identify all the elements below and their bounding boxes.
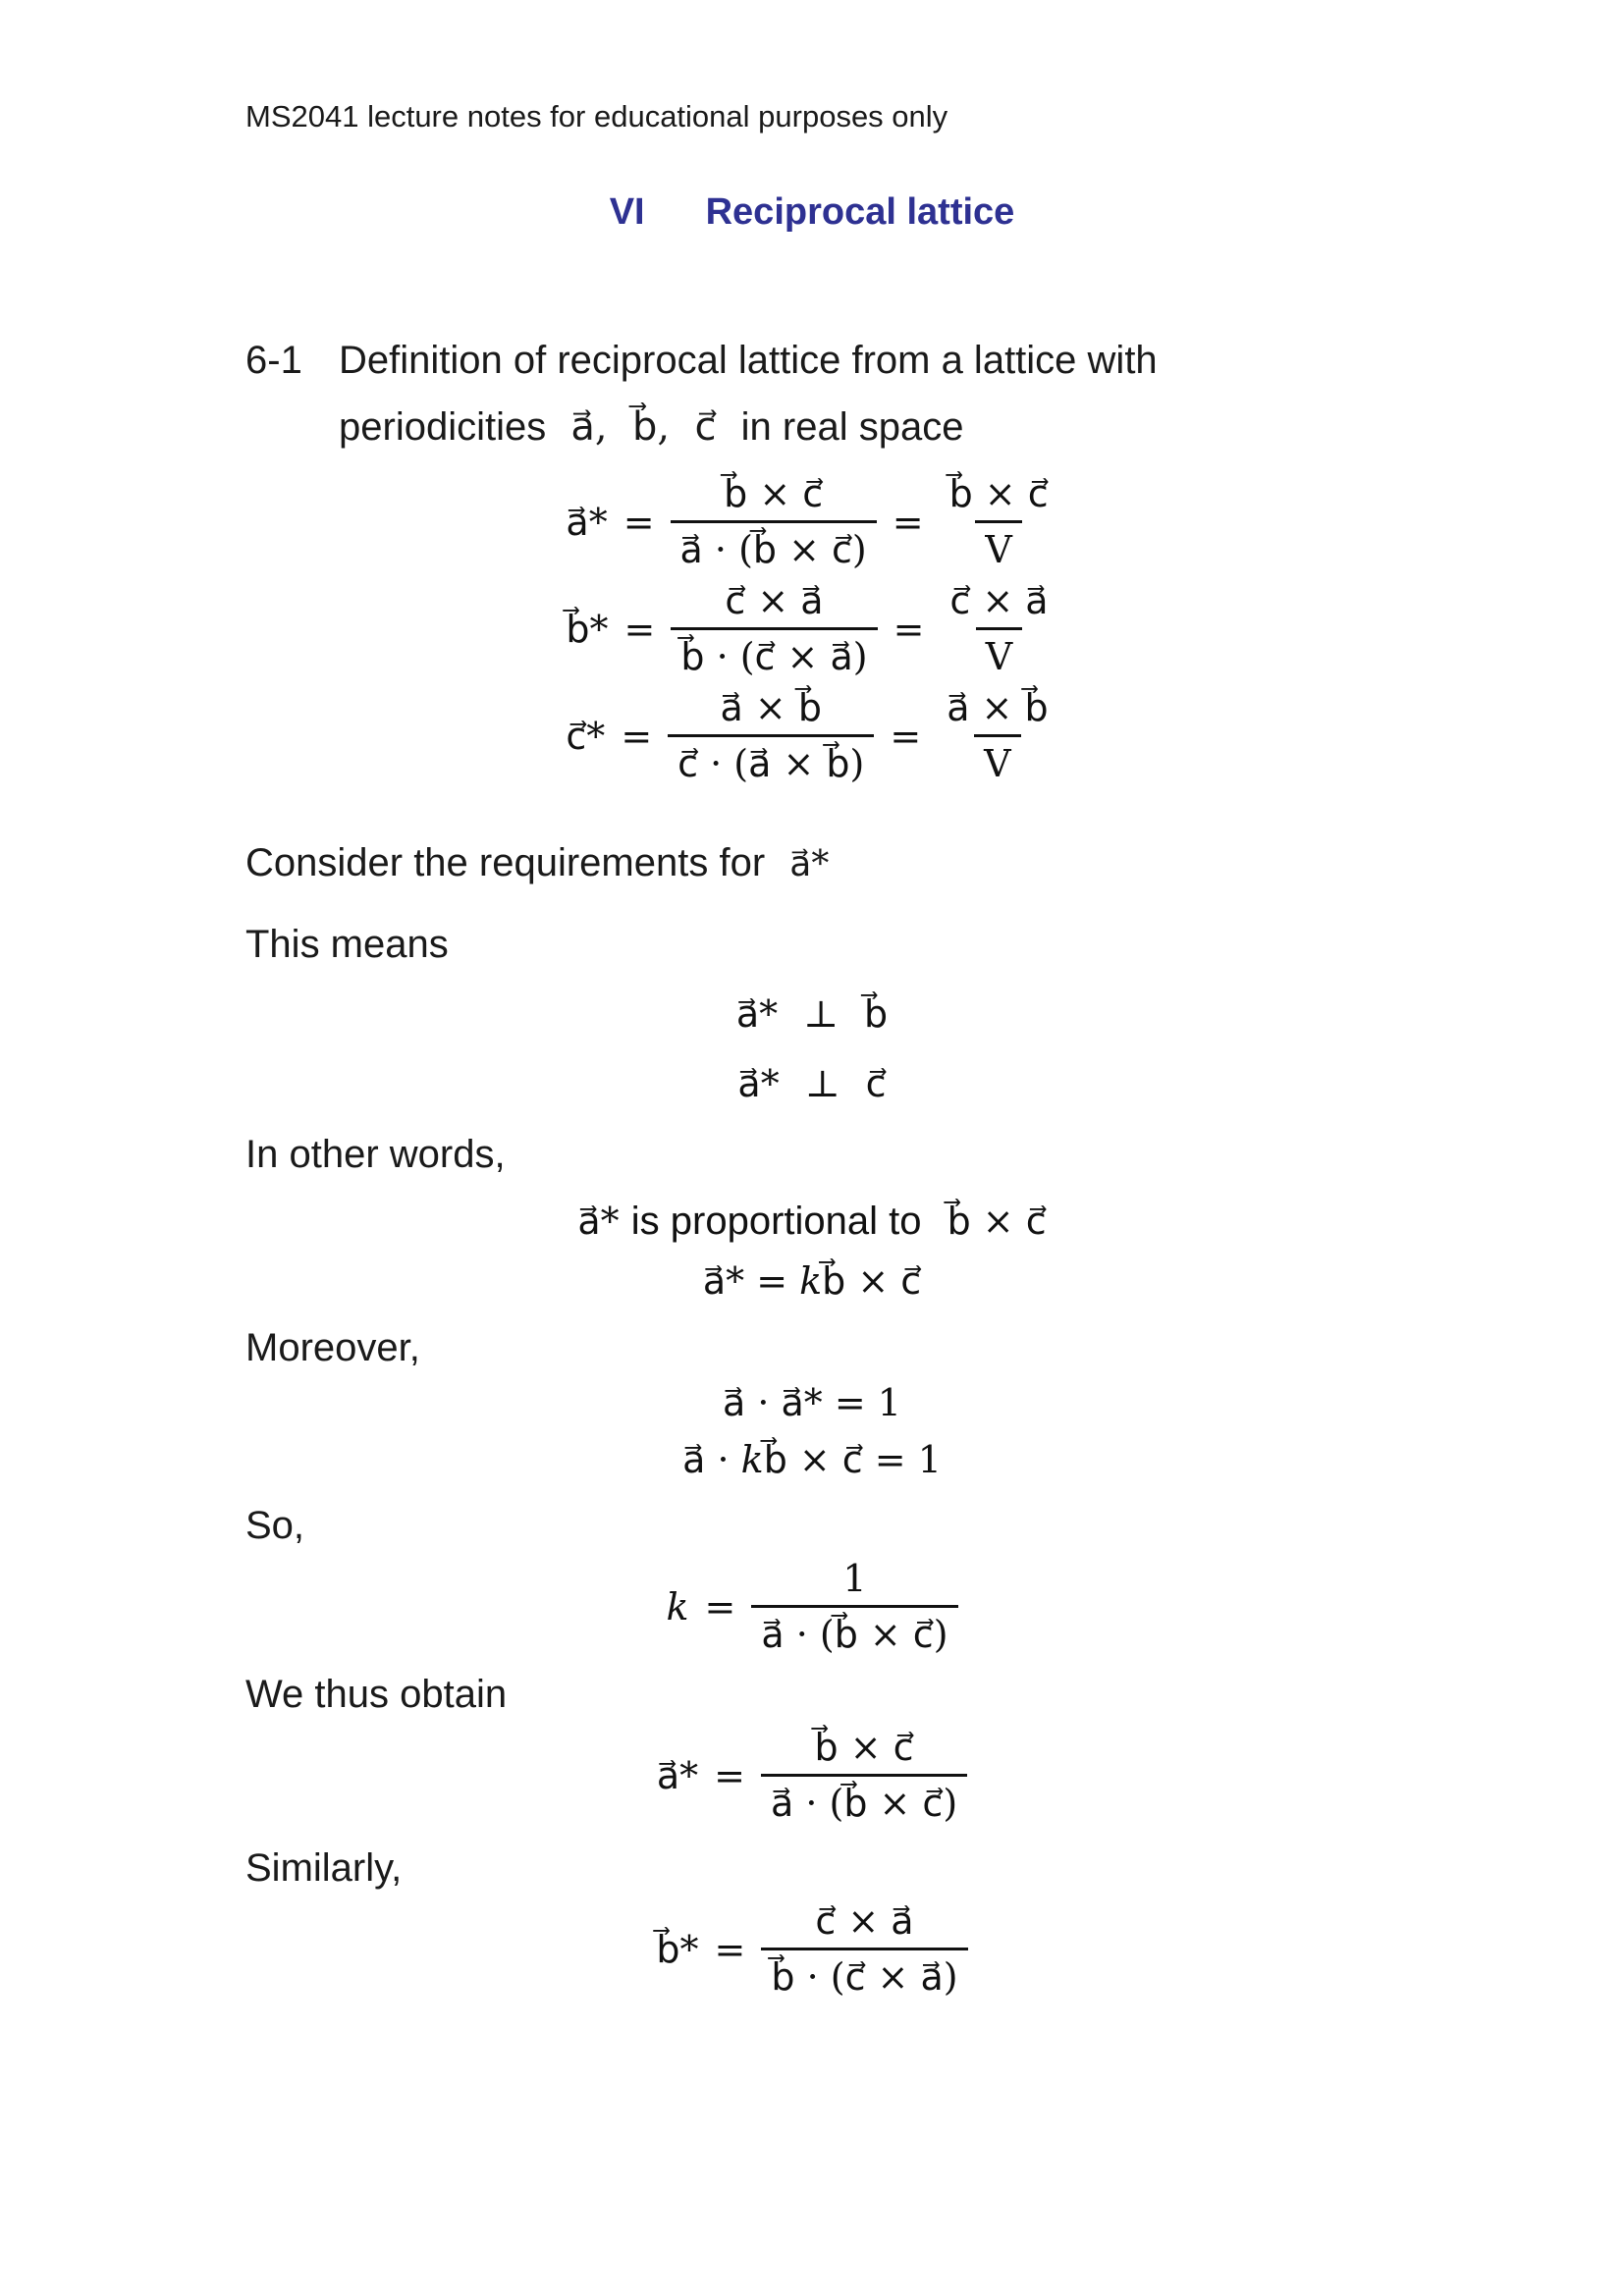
fraction	[668, 686, 874, 785]
this-means-line: This means	[245, 923, 449, 967]
fraction-numerator: c⃗ × a⃗	[815, 1899, 914, 1944]
k-symbol: k	[666, 1584, 689, 1629]
in-other-words-line: In other words,	[245, 1133, 506, 1177]
equals-sign: =	[892, 500, 924, 544]
perp-rhs: c⃗	[865, 1061, 887, 1105]
section-heading-line1: Definition of reciprocal lattice from a lattice with	[339, 339, 1158, 383]
fraction-numerator: c⃗ × a⃗	[725, 579, 824, 623]
heading-line2-vectors: a⃗, b⃗, c⃗	[570, 404, 717, 451]
consider-line	[245, 839, 1624, 886]
fraction-denominator: c⃗ · (a⃗ × b⃗)	[668, 734, 874, 785]
equals-sign: =	[890, 714, 922, 758]
consider-math: a⃗*	[789, 844, 830, 885]
fraction	[751, 1557, 957, 1656]
so-line: So,	[245, 1504, 305, 1548]
equals-sign: =	[714, 1927, 746, 1971]
proportional-lhs: a⃗*	[577, 1200, 620, 1244]
k-relation-post: b⃗ × c⃗	[822, 1259, 922, 1304]
eq-lhs: b⃗*	[566, 607, 609, 651]
fraction-denominator: b⃗ · (c⃗ × a⃗)	[671, 627, 877, 678]
fraction-numerator: b⃗ × c⃗	[948, 472, 1049, 516]
equation-b-star-result	[0, 1899, 1624, 1999]
perp-rhs: b⃗	[864, 992, 889, 1037]
eq-lhs: c⃗*	[566, 714, 606, 758]
section-heading-line2	[339, 394, 1158, 460]
title-number: VI	[609, 191, 645, 234]
heading-line2-text-pre: periodicities	[339, 405, 547, 450]
perp-lhs: a⃗*	[735, 992, 779, 1037]
fraction-denominator: a⃗ · (b⃗ × c⃗)	[751, 1605, 957, 1656]
section-heading	[245, 327, 1408, 460]
equation-b-star-definition	[0, 579, 1624, 678]
k-relation-equation	[0, 1259, 1624, 1305]
k-equation	[0, 1557, 1624, 1656]
perpendicular-1	[0, 992, 1624, 1038]
header-note: MS2041 lecture notes for educational purposes only	[245, 99, 948, 133]
heading-line2-text-post: in real space	[740, 405, 964, 450]
proportional-rhs: b⃗ × c⃗	[947, 1200, 1047, 1244]
proportional-line	[0, 1198, 1624, 1245]
fraction-numerator: b⃗ × c⃗	[814, 1726, 914, 1770]
k-relation-pre: a⃗* =	[702, 1259, 800, 1304]
equation-c-star-definition	[0, 686, 1624, 785]
fraction-denominator: V	[974, 734, 1020, 785]
section-number: 6-1	[245, 339, 302, 383]
equals-sign: =	[714, 1753, 745, 1797]
fraction-denominator: V	[976, 627, 1022, 678]
perpendicular-symbol: ⊥	[803, 992, 839, 1037]
fraction-numerator: b⃗ × c⃗	[724, 472, 824, 516]
title-text: Reciprocal lattice	[705, 191, 1015, 234]
fraction	[937, 686, 1057, 785]
dot-product-equation-1: a⃗ · a⃗* = 1	[723, 1380, 901, 1424]
equation-a-star-result	[0, 1726, 1624, 1825]
equals-sign: =	[623, 607, 656, 651]
page-title	[0, 191, 1624, 234]
fraction-denominator: a⃗ · (b⃗ × c⃗)	[671, 520, 877, 571]
equals-sign: =	[621, 714, 653, 758]
similarly-line: Similarly,	[245, 1846, 403, 1891]
perpendicular-2	[0, 1062, 1624, 1107]
fraction	[671, 579, 877, 678]
fraction-numerator: a⃗ × b⃗	[947, 686, 1049, 730]
fraction	[940, 472, 1058, 571]
fraction-denominator: a⃗ · (b⃗ × c⃗)	[761, 1774, 967, 1825]
dot-product-equation-2	[0, 1438, 1624, 1483]
equation-a-star-definition	[0, 472, 1624, 571]
we-thus-obtain-line: We thus obtain	[245, 1673, 508, 1717]
fraction-numerator: a⃗ × b⃗	[720, 686, 822, 730]
fraction	[671, 472, 877, 571]
dot2-pre: a⃗ ·	[682, 1437, 741, 1481]
eq-lhs: a⃗*	[656, 1753, 699, 1797]
fraction-numerator: 1	[842, 1557, 867, 1601]
k-symbol: k	[740, 1437, 764, 1481]
eq-lhs: b⃗*	[656, 1927, 699, 1971]
perpendicular-symbol: ⊥	[804, 1061, 840, 1105]
equals-sign: =	[623, 500, 655, 544]
equals-sign: =	[893, 607, 925, 651]
fraction	[761, 1899, 967, 1999]
perp-lhs: a⃗*	[737, 1061, 780, 1105]
eq-lhs: a⃗*	[566, 500, 608, 544]
fraction-numerator: c⃗ × a⃗	[949, 579, 1049, 623]
moreover-line: Moreover,	[245, 1325, 420, 1369]
proportional-text: is proportional to	[630, 1200, 922, 1244]
fraction-denominator: V	[975, 520, 1021, 571]
fraction	[940, 579, 1057, 678]
dot2-post: b⃗ × c⃗ = 1	[763, 1437, 942, 1481]
fraction	[761, 1726, 967, 1825]
section-heading-lines	[339, 327, 1158, 460]
fraction-denominator: b⃗ · (c⃗ × a⃗)	[761, 1948, 967, 1999]
equals-sign: =	[704, 1584, 736, 1629]
consider-text: Consider the requirements for	[245, 841, 766, 885]
k-symbol: k	[799, 1259, 823, 1304]
